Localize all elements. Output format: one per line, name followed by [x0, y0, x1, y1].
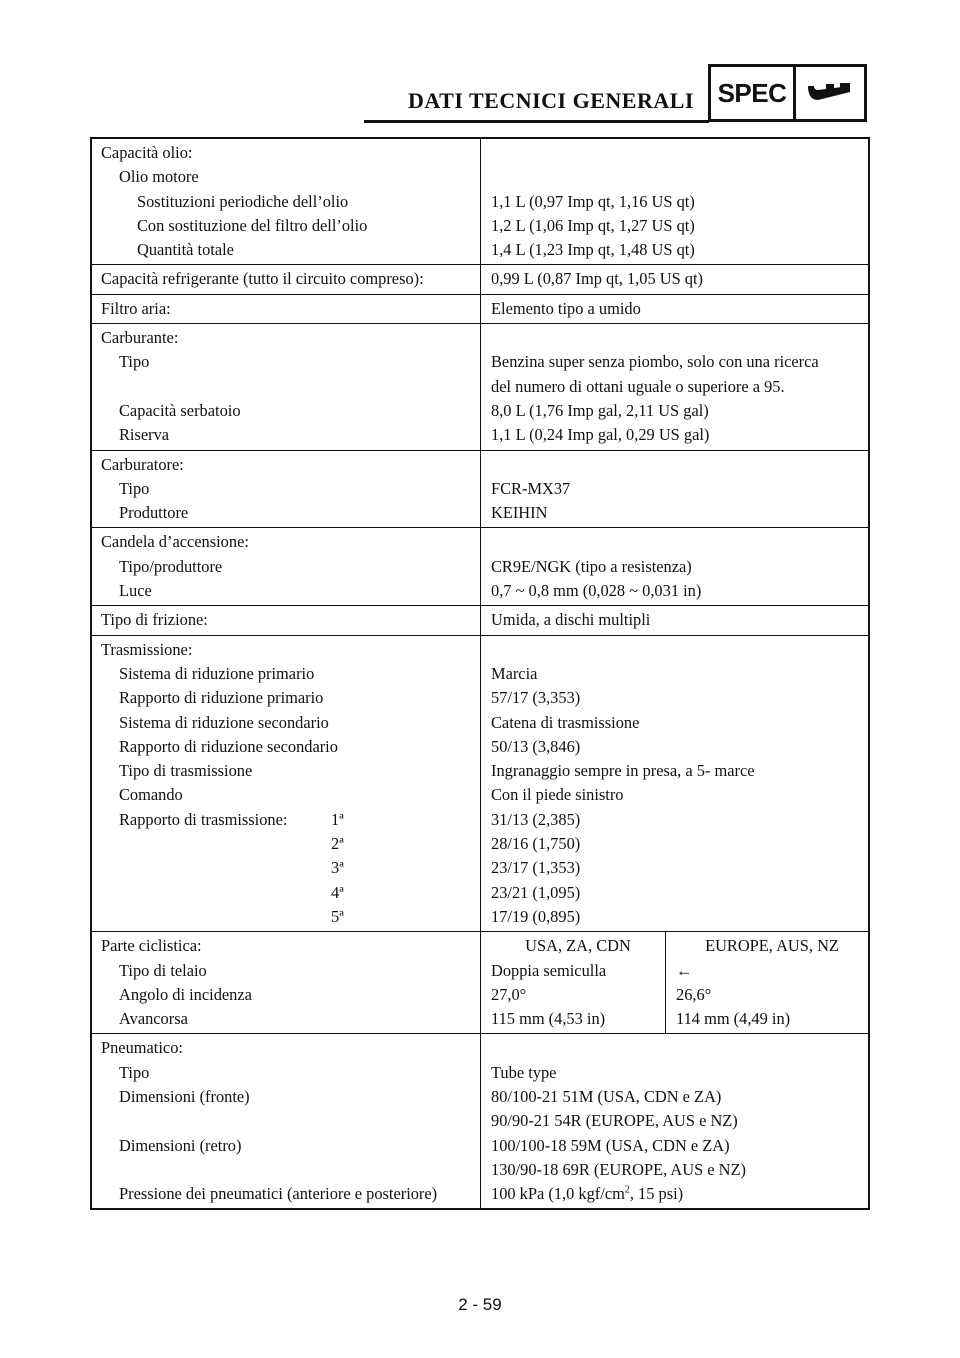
tire-pressure-text: 100 kPa (1,0 kgf/cm: [491, 1184, 625, 1204]
chassis-row-label: Tipo di telaio: [119, 960, 207, 980]
tire-title: Pneumatico:: [101, 1038, 183, 1058]
tire-type-label: Tipo: [119, 1062, 150, 1082]
coolant-value: 0,99 L (0,87 Imp qt, 1,05 US qt): [491, 269, 704, 289]
spec-badge-label: SPEC: [711, 67, 796, 119]
carburetor-type-value: FCR-MX37: [491, 478, 571, 498]
chassis-value-a: 115 mm (4,53 in): [491, 1009, 606, 1029]
section-oil-capacity: [92, 139, 868, 264]
transmission-row-value: Con il piede sinistro: [491, 785, 624, 805]
transmission-row-value: 57/17 (3,353): [491, 688, 581, 708]
transmission-row-value: Catena di trasmissione: [491, 712, 640, 732]
fuel-type-label: Tipo: [119, 352, 150, 372]
chassis-row-label: Angolo di incidenza: [119, 984, 252, 1004]
gear-number: 5ª: [331, 906, 344, 926]
oil-row-value: 1,4 L (1,23 Imp qt, 1,48 US qt): [491, 240, 695, 260]
gear-number: 3ª: [331, 858, 344, 878]
fuel-reserve-label: Riserva: [119, 425, 170, 445]
carburetor-maker-label: Produttore: [119, 503, 189, 523]
oil-row-value: 1,2 L (1,06 Imp qt, 1,27 US qt): [491, 215, 695, 235]
tire-rear-label: Dimensioni (retro): [119, 1135, 242, 1155]
clutch-value: Umida, a dischi multipli: [491, 610, 651, 630]
chassis-value-b: 26,6°: [676, 984, 712, 1004]
oil-row-value: 1,1 L (0,97 Imp qt, 1,16 US qt): [491, 191, 695, 211]
gear-ratio-value: 31/13 (2,385): [491, 809, 581, 829]
tire-pressure-label: Pressione dei pneumatici (anteriore e posteriore): [119, 1184, 438, 1204]
transmission-row-value: Marcia: [491, 663, 538, 683]
tire-front-value: 80/100-21 51M (USA, CDN e ZA): [491, 1086, 722, 1106]
tire-pressure-exponent: 2: [624, 1184, 630, 1196]
section-transmission: [92, 635, 868, 932]
spec-badge: [708, 64, 867, 122]
section-clutch: [92, 605, 868, 634]
oil-row-label: Sostituzioni periodiche dell’olio: [137, 191, 349, 211]
chassis-value-a: Doppia semiculla: [491, 960, 607, 980]
tire-front-value-alt: 90/90-21 54R (EUROPE, AUS e NZ): [491, 1111, 738, 1131]
wrench-icon: [796, 67, 864, 119]
fuel-title: Carburante:: [101, 328, 179, 348]
spark-plug-type-label: Tipo/produttore: [119, 556, 223, 576]
transmission-row-label: Comando: [119, 785, 183, 805]
spark-plug-type-value: CR9E/NGK (tipo a resistenza): [491, 556, 692, 576]
gear-ratio-value: 28/16 (1,750): [491, 834, 581, 854]
air-filter-label: Filtro aria:: [101, 298, 171, 318]
clutch-label: Tipo di frizione:: [101, 610, 208, 630]
gear-ratio-label: Rapporto di trasmissione:: [119, 809, 288, 829]
fuel-type-value-cont: del numero di ottani uguale o superiore a 95.: [491, 376, 785, 396]
transmission-row-label: Rapporto di riduzione secondario: [119, 736, 338, 756]
gear-ratio-value: 23/21 (1,095): [491, 882, 581, 902]
section-coolant: [92, 264, 868, 293]
tire-rear-value-alt: 130/90-18 69R (EUROPE, AUS e NZ): [491, 1159, 746, 1179]
spark-plug-gap-label: Luce: [119, 581, 152, 601]
transmission-row-value: 50/13 (3,846): [491, 736, 581, 756]
carburetor-type-label: Tipo: [119, 478, 150, 498]
transmission-row-value: Ingranaggio sempre in presa, a 5- marce: [491, 761, 755, 781]
gear-ratio-value: 23/17 (1,353): [491, 858, 581, 878]
transmission-row-label: Tipo di trasmissione: [119, 761, 253, 781]
chassis-value-b: ←: [676, 960, 693, 980]
section-spark-plug: [92, 527, 868, 605]
section-air-filter: [92, 294, 868, 323]
transmission-row-label: Rapporto di riduzione primario: [119, 688, 324, 708]
page-number: 2 - 59: [458, 1295, 502, 1314]
transmission-title: Trasmissione:: [101, 639, 193, 659]
gear-number: 1ª: [331, 809, 344, 829]
air-filter-value: Elemento tipo a umido: [491, 298, 641, 318]
coolant-label: Capacità refrigerante (tutto il circuito compreso):: [101, 269, 424, 289]
section-fuel: [92, 323, 868, 449]
title-underline: [364, 120, 709, 123]
oil-row-label: Quantità totale: [137, 240, 234, 260]
chassis-row-label: Avancorsa: [119, 1009, 188, 1029]
chassis-value-a: 27,0°: [491, 984, 527, 1004]
oil-title: Capacità olio:: [101, 143, 193, 162]
chassis-value-b: 114 mm (4,49 in): [676, 1009, 791, 1029]
fuel-reserve-value: 1,1 L (0,24 Imp gal, 0,29 US gal): [491, 425, 710, 445]
tire-pressure-text-end: , 15 psi): [629, 1184, 684, 1204]
carburetor-maker-value: KEIHIN: [491, 503, 548, 523]
spec-table: [90, 137, 870, 1210]
gear-number: 4ª: [331, 882, 344, 902]
fuel-tank-value: 8,0 L (1,76 Imp gal, 2,11 US gal): [491, 400, 709, 420]
tire-type-value: Tube type: [491, 1062, 557, 1082]
gear-ratio-value: 17/19 (0,895): [491, 906, 581, 926]
fuel-tank-label: Capacità serbatoio: [119, 400, 241, 420]
oil-row-label: Con sostituzione del filtro dell’olio: [137, 215, 368, 235]
chassis-col-header-a: USA, ZA, CDN: [525, 936, 631, 956]
gear-ratio-row: [101, 808, 480, 832]
tire-pressure-value: [491, 1182, 868, 1206]
fuel-type-value: Benzina super senza piombo, solo con una ricerca: [491, 352, 819, 372]
transmission-row-label: Sistema di riduzione primario: [119, 663, 315, 683]
engine-oil-label: Olio motore: [119, 167, 199, 187]
section-carburetor: [92, 450, 868, 528]
carburetor-title: Carburatore:: [101, 454, 184, 474]
page-title: DATI TECNICI GENERALI: [408, 88, 694, 113]
tire-rear-value: 100/100-18 59M (USA, CDN e ZA): [491, 1135, 730, 1155]
transmission-row-label: Sistema di riduzione secondario: [119, 712, 329, 732]
chassis-title: Parte ciclistica:: [101, 936, 202, 956]
tire-front-label: Dimensioni (fronte): [119, 1086, 250, 1106]
section-chassis: [92, 931, 868, 1033]
gear-number: 2ª: [331, 834, 344, 854]
section-tire: [92, 1033, 868, 1208]
spark-plug-title: Candela d’accensione:: [101, 532, 249, 552]
spark-plug-gap-value: 0,7 ~ 0,8 mm (0,028 ~ 0,031 in): [491, 581, 702, 601]
chassis-col-header-b: EUROPE, AUS, NZ: [705, 936, 839, 956]
